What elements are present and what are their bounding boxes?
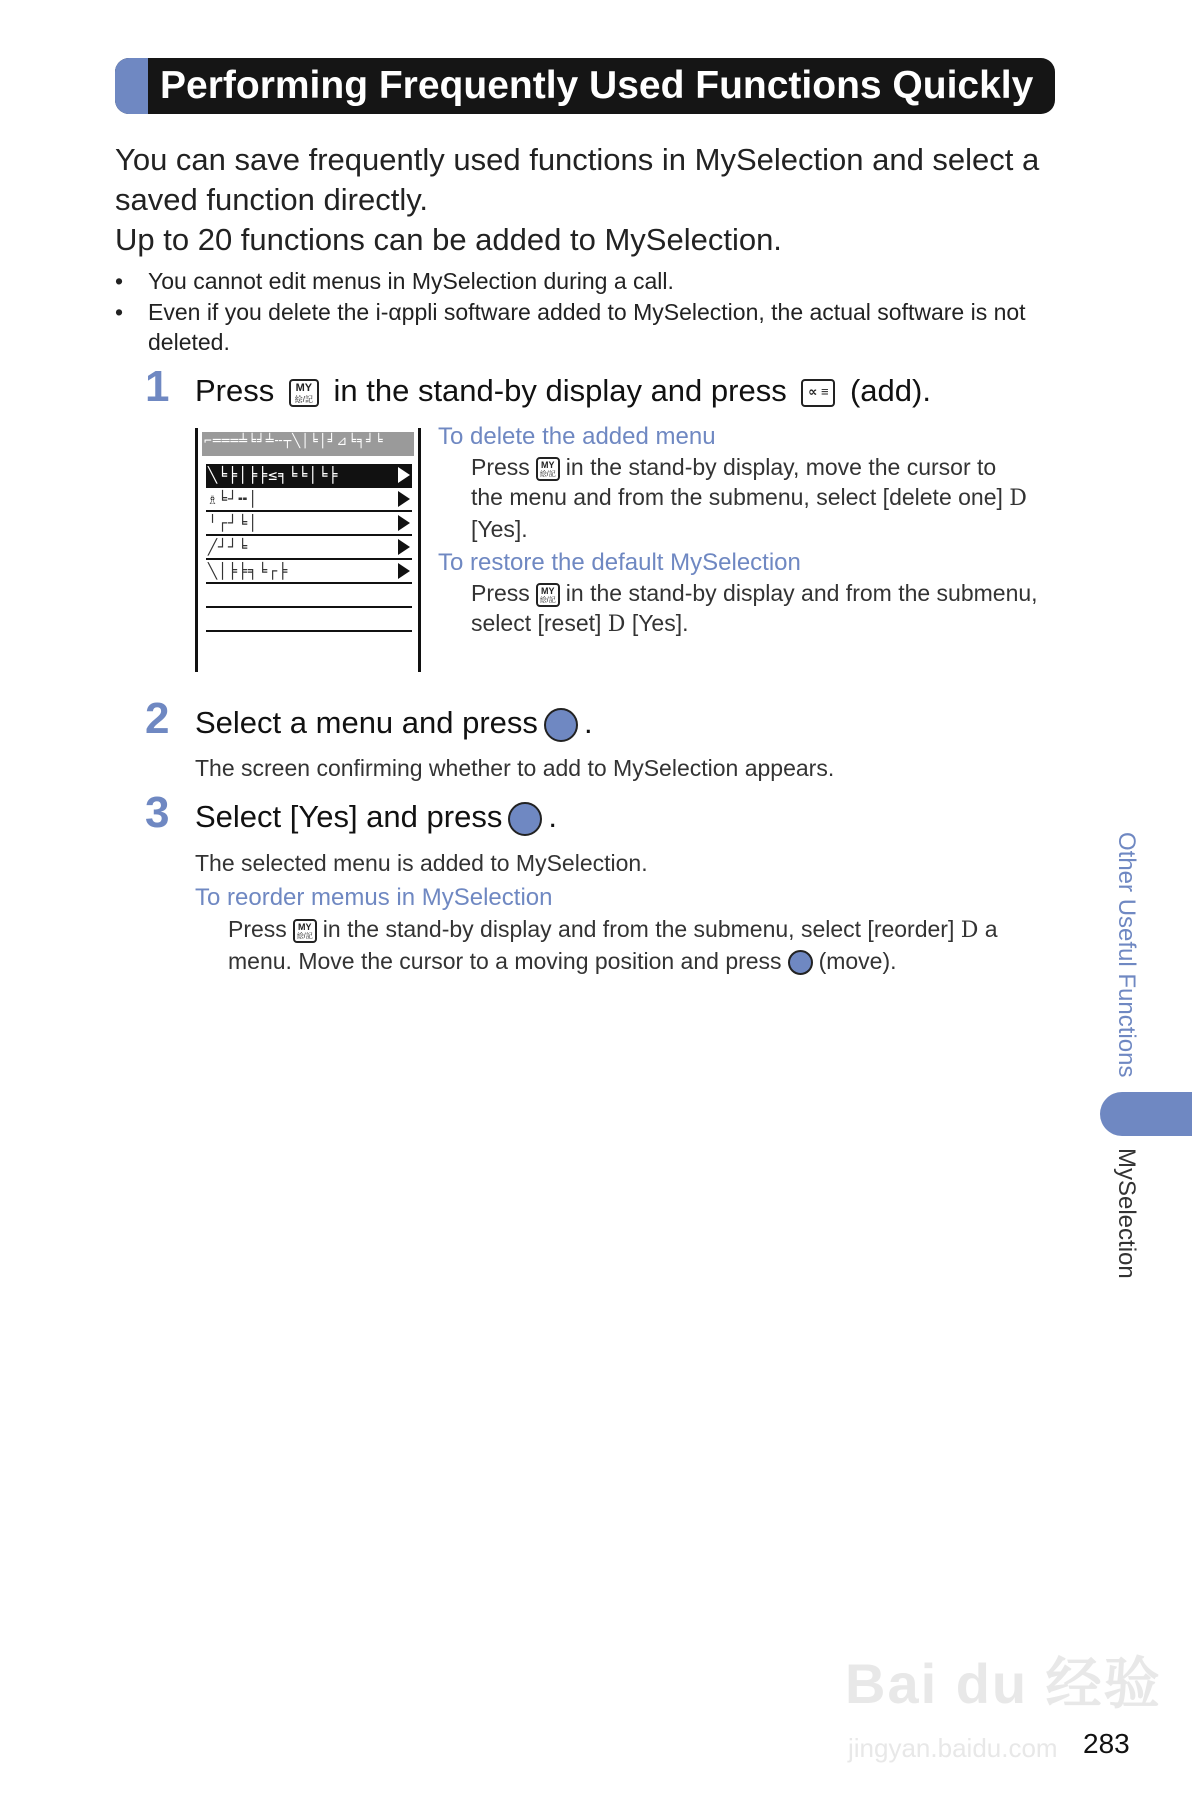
arrow-d-icon: D (1009, 486, 1027, 511)
delete-menu-text: Press MY 絵/記 in the stand-by display, move the cursor to the menu and from the submenu, select [delete one] D [Yes]. (471, 454, 1027, 542)
intro-line-3: Up to 20 functions can be added to MySelection. (115, 222, 782, 257)
watermark-url: jingyan.baidu.com (848, 1733, 1058, 1763)
arrow-right-icon (398, 467, 410, 483)
center-button-icon (508, 802, 542, 836)
arrow-right-icon (398, 515, 410, 531)
arrow-right-icon (398, 539, 410, 555)
intro-line-1: You can save frequently used functions in MySelection and select a (115, 142, 1040, 177)
step-3-number: 3 (145, 788, 170, 837)
note-bullet-1 (115, 266, 1060, 296)
note-bullet-2 (115, 297, 1060, 357)
my-key-icon: MY 絵/記 (536, 583, 560, 607)
arrow-right-icon (398, 491, 410, 507)
menu-key-icon: ∝ ≡ (801, 379, 835, 407)
step-3-instruction: Select [Yes] and press . (195, 799, 557, 834)
screen-row-empty (206, 584, 412, 608)
bullet-text-cont: deleted. (148, 329, 230, 355)
page-number: 283 (1083, 1728, 1130, 1759)
arrow-d-icon: D (607, 612, 626, 637)
page-title: Performing Frequently Used Functions Quickly (160, 64, 1034, 107)
intro-line-2: saved function directly. (115, 182, 429, 217)
screen-row: ╲│╞╞╕╘┌╞ (206, 560, 412, 584)
screen-row-empty (206, 608, 412, 632)
bullet-dot: • (115, 268, 124, 294)
step-3-description: The selected menu is added to MySelection. (195, 850, 648, 876)
screen-row: ╵┌┘╘│ (206, 512, 412, 536)
restore-menu-heading: To restore the default MySelection (438, 549, 801, 576)
screen-row-selected: ╲╘╞│╞╞≤╕╘╘│╘╞ (206, 464, 412, 488)
restore-menu-text: Press MY 絵/記 in the stand-by display and from the submenu, select [reset] D [Yes]. (471, 580, 1038, 637)
center-button-icon (544, 708, 578, 742)
screen-row: ╱┘┘╘ (206, 536, 412, 560)
bullet-dot: • (115, 299, 124, 325)
step-2-number: 2 (145, 694, 170, 743)
reorder-heading: To reorder memus in MySelection (195, 884, 553, 911)
bullet-text: Even if you delete the i-αppli software added to MySelection, the actual software is not (148, 299, 1026, 325)
arrow-right-icon (398, 563, 410, 579)
screen-row: ♗╘┘╍│ (206, 488, 412, 512)
step-1-instruction: Press MY 絵/記 in the stand-by display and press ∝ ≡ (add). (195, 373, 931, 408)
side-tab-marker (1100, 1092, 1192, 1136)
my-key-icon: MY 絵/記 (293, 919, 317, 943)
screen-header: ⌐═══╧╘╛╧╌┬╲│╘│╛⊿╘╕╛╘ (202, 432, 414, 456)
center-button-icon (788, 950, 813, 975)
phone-screen-illustration (195, 428, 421, 672)
side-chapter-label: MySelection (1113, 1148, 1140, 1279)
arrow-d-icon: D (960, 918, 979, 943)
delete-menu-heading: To delete the added menu (438, 423, 716, 450)
watermark-logo: Bai du 经验 (845, 1652, 1162, 1715)
side-section-label: Other Useful Functions (1113, 832, 1140, 1078)
reorder-text: Press MY 絵/記 in the stand-by display and from the submenu, select [reorder] D a menu. Move the cursor to a moving position and press (move). (228, 916, 998, 974)
my-key-icon: MY 絵/記 (289, 379, 319, 407)
title-accent (115, 58, 148, 114)
section-title-bar (115, 58, 1055, 114)
step-1-number: 1 (145, 362, 170, 411)
bullet-text: You cannot edit menus in MySelection during a call. (148, 268, 674, 294)
step-2-instruction: Select a menu and press . (195, 705, 593, 740)
step-2-description: The screen confirming whether to add to MySelection appears. (195, 755, 835, 781)
my-key-icon: MY 絵/記 (536, 457, 560, 481)
